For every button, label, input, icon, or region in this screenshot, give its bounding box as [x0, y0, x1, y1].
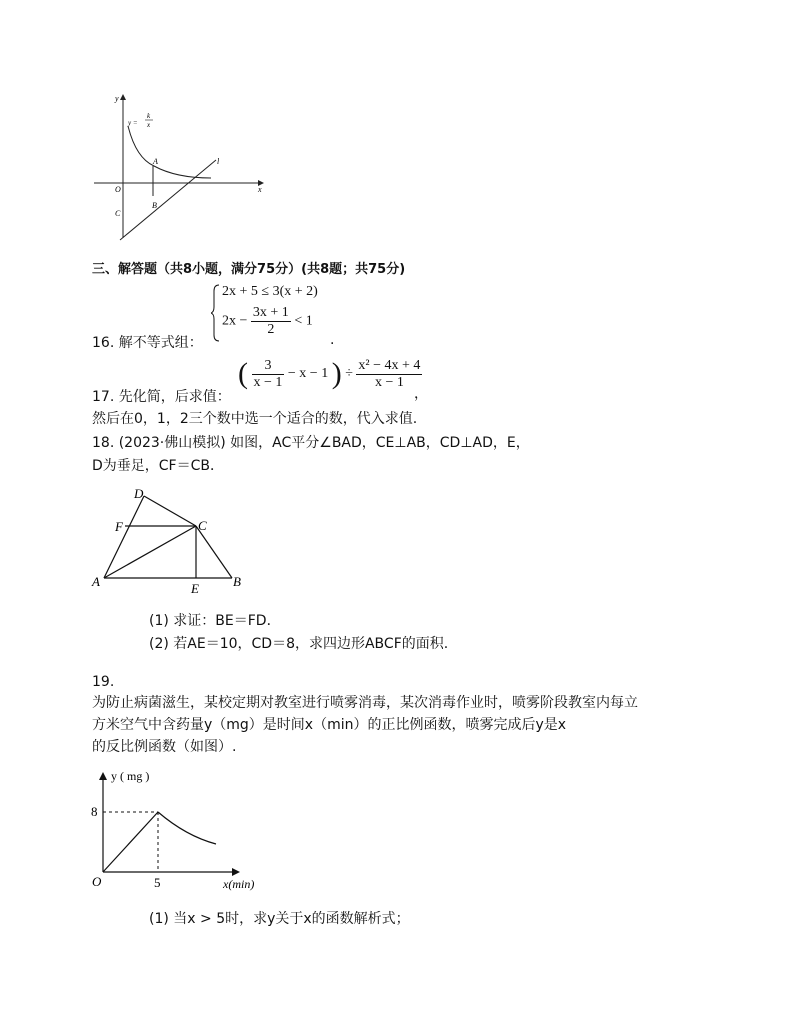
- q18-part1: (1) 求证：BE＝FD．: [149, 613, 281, 629]
- y-axis-label: y ( mg ): [111, 769, 150, 783]
- q18-line1: 18. (2023·佛山模拟) 如图，AC平分∠BAD，CE⊥AB，CD⊥AD，E，: [92, 435, 530, 451]
- label-b: B: [152, 201, 157, 210]
- q17-rparen: ): [331, 357, 342, 390]
- y-axis-arrow: [120, 94, 126, 100]
- x-axis-label: x(min): [223, 877, 255, 891]
- q19-line2: 方米空气中含药量y（mg）是时间x（min）的正比例函数，喷雾完成后y是x: [92, 717, 567, 733]
- q18-part2: (2) 若AE＝10，CD＝8，求四边形ABCF的面积.: [149, 636, 449, 652]
- q19-line1: 为防止病菌滋生，某校定期对教室进行喷雾消毒，某次消毒作业时，喷雾阶段教室内每立: [92, 695, 638, 711]
- origin-label: O: [92, 874, 102, 889]
- q16-ineq2-right: < 1: [294, 313, 313, 329]
- q17-expression: [238, 357, 422, 391]
- q17-frac2: [356, 358, 422, 391]
- segment-ad: [104, 496, 144, 578]
- y-tick-8: 8: [91, 804, 98, 819]
- curve-label-num: k: [147, 112, 151, 120]
- q16-fraction-num: 3x + 1: [252, 305, 289, 320]
- label-x: x: [258, 185, 262, 194]
- hyperbola-line-figure: [86, 88, 276, 248]
- q16-ineq1: 2x + 5 ≤ 3(x + 2): [222, 284, 318, 299]
- q16-fraction: [251, 305, 291, 338]
- rising-segment: [103, 812, 158, 872]
- label-c: C: [115, 209, 121, 218]
- q17-frac1: [252, 358, 285, 391]
- label-a: A: [153, 157, 158, 166]
- q17-label: 17. 先化简，后求值：: [92, 389, 231, 405]
- q16-ineq2: [222, 305, 313, 338]
- q16-ineq2-left: 2x −: [222, 313, 248, 329]
- q16-label: 16. 解不等式组：: [92, 335, 203, 351]
- vertex-c: C: [198, 518, 207, 533]
- x-tick-5: 5: [154, 875, 161, 890]
- q19-number: 19.: [92, 674, 115, 690]
- q17-line2: 然后在0，1，2三个数中选一个适合的数，代入求值.: [92, 411, 418, 427]
- label-origin: O: [115, 185, 121, 194]
- q16-brace: [211, 283, 221, 343]
- q17-end: ，: [414, 386, 428, 402]
- q17-frac2-den: x − 1: [374, 374, 404, 390]
- quadrilateral-figure: [88, 484, 258, 596]
- q17-mid: − x − 1: [287, 366, 329, 381]
- vertex-d: D: [134, 486, 144, 501]
- q19-line3: 的反比例函数（如图）.: [92, 739, 237, 755]
- q17-lparen: (: [238, 357, 248, 390]
- x-axis-arrow: [232, 868, 240, 876]
- y-axis-arrow: [99, 772, 107, 780]
- segment-cb: [196, 526, 232, 578]
- vertex-f: F: [115, 519, 123, 534]
- q16-end: .: [330, 332, 335, 348]
- curve-label-den: x: [147, 121, 151, 129]
- q17-frac2-num: x² − 4x + 4: [358, 357, 421, 373]
- q19-part1: (1) 当x > 5时，求y关于x的函数解析式；: [149, 911, 410, 927]
- curve-label: y =: [128, 119, 138, 127]
- vertex-a: A: [92, 574, 100, 589]
- q17-frac1-num: 3: [252, 358, 285, 375]
- vertex-e: E: [191, 581, 199, 596]
- q17-frac1-den: x − 1: [253, 374, 283, 390]
- section-title: 三、解答题（共8小题，满分75分）(共8题；共75分): [92, 262, 406, 277]
- label-l: l: [217, 157, 220, 166]
- dosage-graph: [88, 764, 278, 894]
- q16-fraction-den: 2: [267, 322, 275, 337]
- vertex-b: B: [233, 574, 241, 589]
- hyperbola-curve: [128, 126, 211, 178]
- q18-line2: D为垂足，CF＝CB．: [92, 458, 224, 474]
- segment-dc: [144, 496, 196, 526]
- decay-curve: [158, 812, 216, 844]
- label-y: y: [115, 94, 119, 103]
- q17-div: ÷: [345, 366, 353, 381]
